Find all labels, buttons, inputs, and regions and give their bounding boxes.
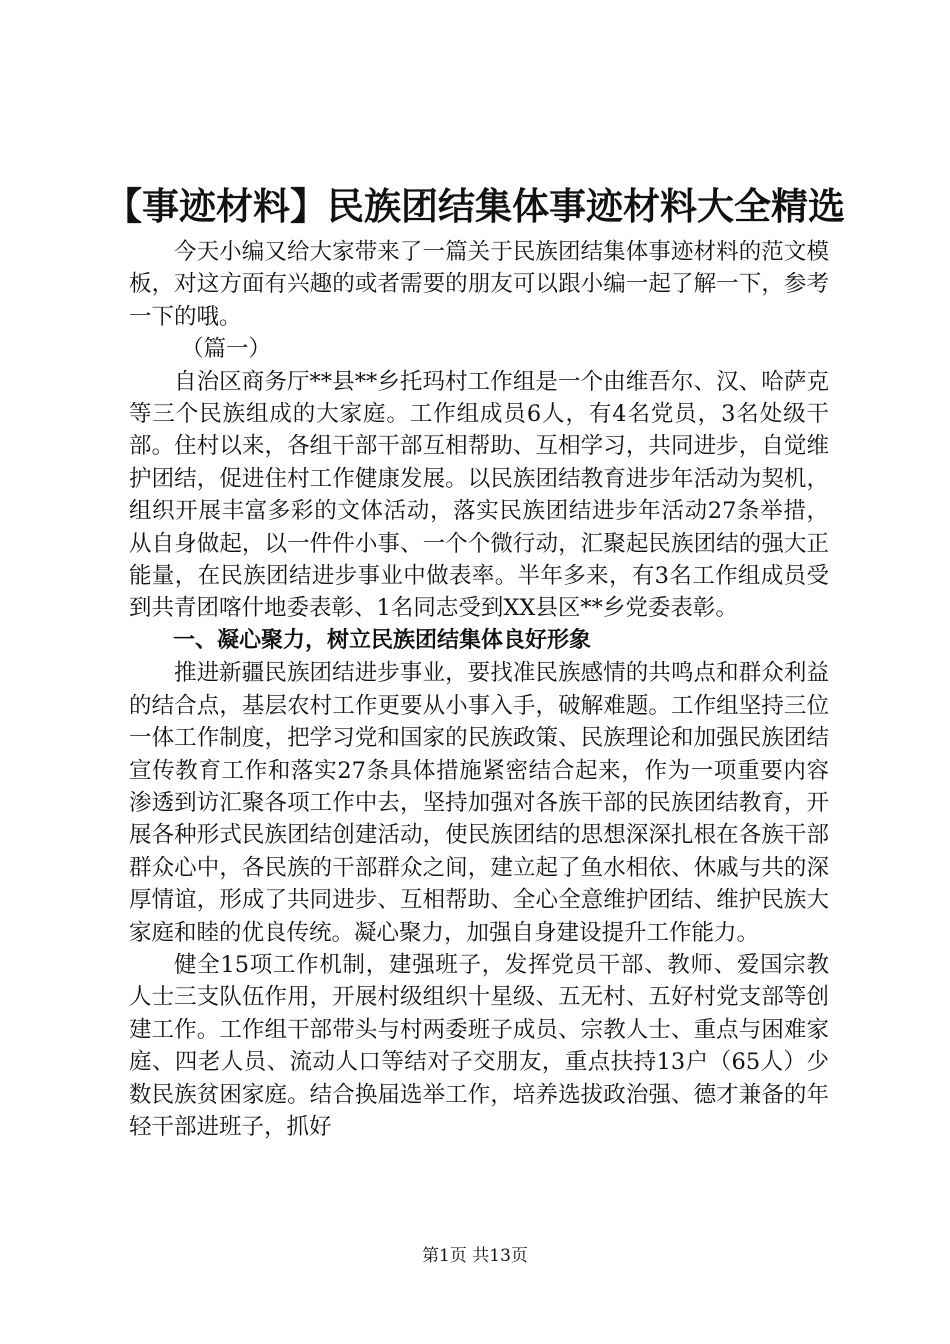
- page-title: 【事迹材料】民族团结集体事迹材料大全精选: [105, 185, 845, 228]
- document-body: [129, 236, 829, 1143]
- page-number: 第1页 共13页: [422, 1246, 528, 1266]
- section-heading-1: 一、凝心聚力，树立民族团结集体良好形象: [173, 627, 592, 653]
- part-label: （篇一）: [181, 336, 272, 363]
- body-paragraph-3: 健全15项工作机制，建强班子，发挥党员干部、教师、爱国宗教人士三支队伍作用，开展村级组织十星级、五无村、五好村党支部等创建工作。工作组干部带头与村两委班子成员、宗教人士、重点与困难家庭、四老人员、流动人口等结对子交朋友，重点扶持13户（65人）少数民族贫困家庭。结合换届选举工作，培养选拔政治强、德才兼备的年轻干部进班子，抓好: [129, 951, 829, 1140]
- body-paragraph-2: 推进新疆民族团结进步事业，要找准民族感情的共鸣点和群众利益的结合点，基层农村工作更要从小事入手，破解难题。工作组坚持三位一体工作制度，把学习党和国家的民族政策、民族理论和加强民族团结宣传教育工作和落实27条具体措施紧密结合起来，作为一项重要内容渗透到访汇聚各项工作中去，坚持加强对各族干部的民族团结教育，开展各种形式民族团结创建活动，使民族团结的思想深深扎根在各族干部群众心中，各民族的干部群众之间，建立起了鱼水相依、休戚与共的深厚情谊，形成了共同进步、互相帮助、全心全意维护团结、维护民族大家庭和睦的优良传统。凝心聚力，加强自身建设提升工作能力。: [129, 660, 829, 946]
- body-paragraph-1: 自治区商务厅**县**乡托玛村工作组是一个由维吾尔、汉、哈萨克等三个民族组成的大家庭。工作组成员6人，有4名党员，3名处级干部。住村以来，各组干部干部互相帮助、互相学习，共同进步，自觉维护团结，促进住村工作健康发展。以民族团结教育进步年活动为契机，组织开展丰富多彩的文体活动，落实民族团结进步年活动27条举措，从自身做起，以一件件小事、一个个微行动，汇聚起民族团结的强大正能量，在民族团结进步事业中做表率。半年多来，有3名工作组成员受到共青团喀什地委表彰、1名同志受到XX县区**乡党委表彰。: [129, 368, 829, 622]
- intro-paragraph: 今天小编又给大家带来了一篇关于民族团结集体事迹材料的范文模板，对这方面有兴趣的或者需要的朋友可以跟小编一起了解一下，参考一下的哦。: [129, 239, 829, 330]
